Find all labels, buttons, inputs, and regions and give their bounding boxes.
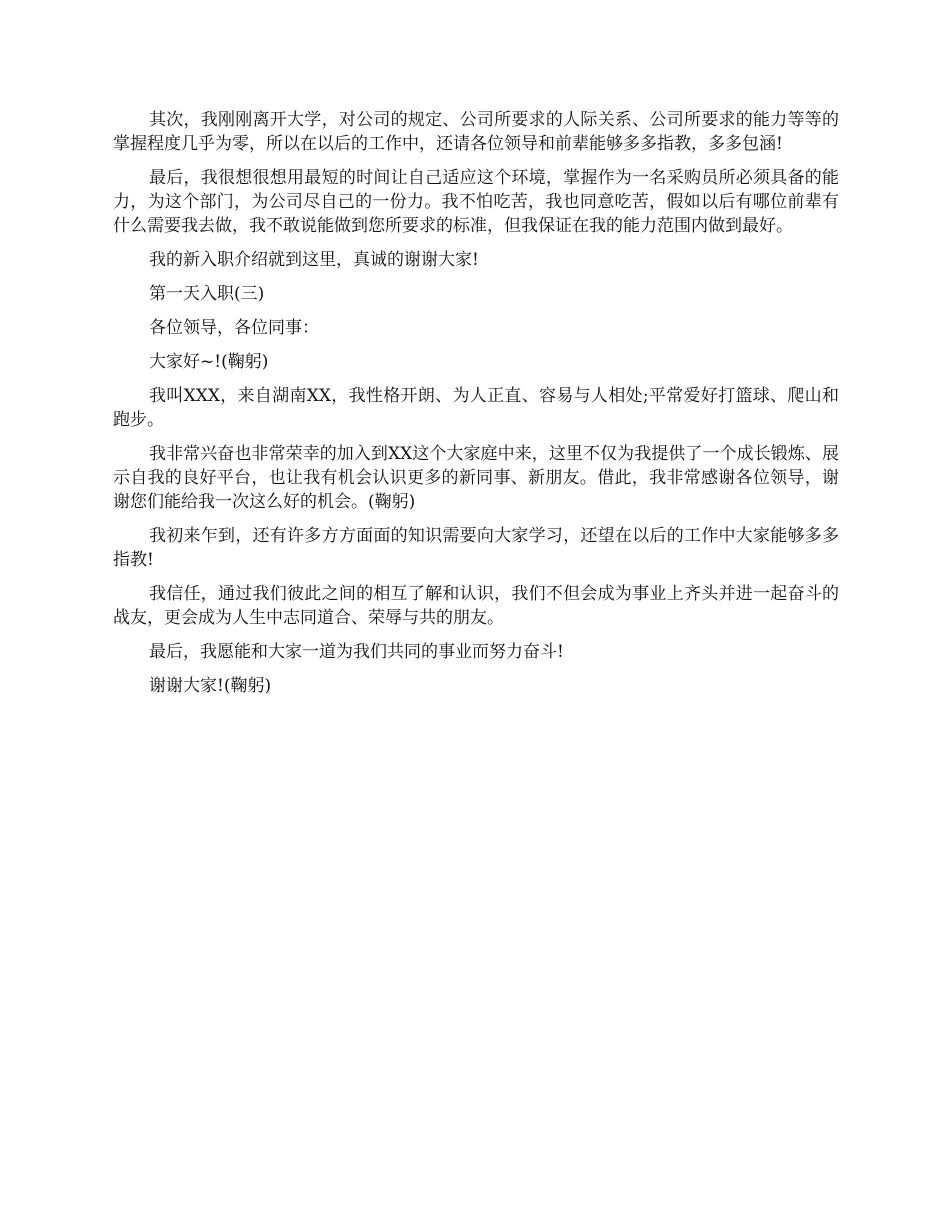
- paragraph-self-intro: 我叫XXX，来自湖南XX，我性格开朗、为人正直、容易与人相处;平常爱好打篮球、爬山和跑步。: [113, 386, 839, 430]
- paragraph-joining: 我非常兴奋也非常荣幸的加入到XX这个大家庭中来，这里不仅为我提供了一个成长锻炼、展示自我的良好平台，也让我有机会认识更多的新同事、新朋友。借此，我非常感谢各位领导，谢谢您们能给我一次这么好的机会。(鞠躬): [113, 444, 839, 512]
- paragraph-thanks: 我的新入职介绍就到这里，真诚的谢谢大家!: [149, 250, 479, 270]
- paragraph-trust: 我信任，通过我们彼此之间的相互了解和认识，我们不但会成为事业上齐头并进一起奋斗的战友，更会成为人生中志同道合、荣辱与共的朋友。: [113, 584, 839, 628]
- paragraph-final-wish: 最后，我愿能和大家一道为我们共同的事业而努力奋斗!: [149, 642, 564, 662]
- section-heading: 第一天入职(三): [149, 284, 265, 304]
- paragraph-greeting: 大家好~!(鞠躬): [149, 352, 269, 372]
- paragraph-closing-thanks: 谢谢大家!(鞠躬): [149, 676, 272, 696]
- document-body: [113, 108, 839, 708]
- paragraph-salutation: 各位领导，各位同事：: [149, 318, 319, 338]
- paragraph-learning: 我初来乍到，还有许多方方面面的知识需要向大家学习，还望在以后的工作中大家能够多多指教!: [113, 526, 839, 570]
- paragraph-adapt-environment: 最后，我很想很想用最短的时间让自己适应这个环境，掌握作为一名采购员所必须具备的能力，为这个部门，为公司尽自己的一份力。我不怕吃苦，我也同意吃苦，假如以后有哪位前辈有什么需要我去做，我不敢说能做到您所要求的标准，但我保证在我的能力范围内做到最好。: [113, 168, 839, 236]
- paragraph-closing-intro: 其次，我刚刚离开大学，对公司的规定、公司所要求的人际关系、公司所要求的能力等等的掌握程度几乎为零，所以在以后的工作中，还请各位领导和前辈能够多多指教，多多包涵!: [113, 110, 839, 154]
